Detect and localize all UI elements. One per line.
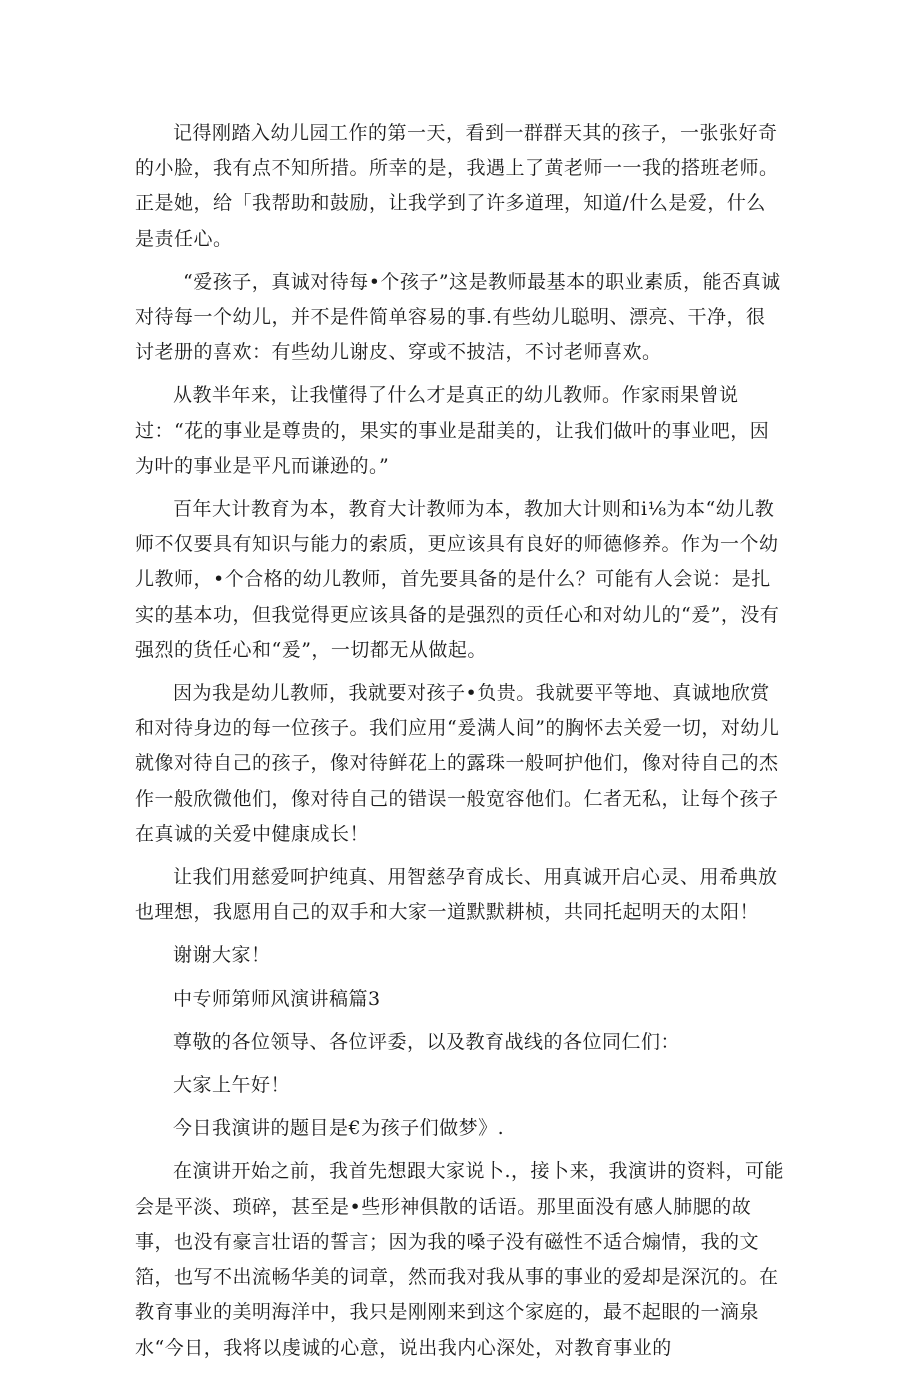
paragraph-salutation: 尊敬的各位领导、各位评委，以及教育战线的各位同仁们：	[173, 1030, 681, 1053]
paragraph-greeting: 大家上午好！	[173, 1074, 291, 1097]
paragraph-opening: 在演讲开始之前，我首先想跟大家说卜.，接卜来，我演讲的资料，可能会是平淡、琐碎，甚至是•些形神俱散的话语。那里面没有感人肺腮的故事，也没有豪言壮语的誓言；因为我的嗓子没有磁性不适合煽情，我的文箔，也写不出流畅华美的词章，然而我对我从事的事业的爱却是深沉的。在教育事业的美明海洋中，我只是刚刚来到这个家庭的，最不起眼的一滴泉水“今日，我将以虔诚的心意，说出我内心深处，对教育事业的	[135, 1160, 785, 1359]
paragraph-thanks: 谢谢大家！	[173, 944, 271, 967]
paragraph-education-plan: 百年大计教育为本，教育大计教师为本，教加大计则和i⅛为本“幼儿教师不仅要具有知识与能力的索质，更应该具有良好的师德修养。作为一个幼儿教师，•个合格的幼儿教师，首先要具备的是什么？可能有人会说：是扎实的基本功，但我觉得更应该具备的是强烈的贡任心和对幼儿的“爰”，没有强烈的货任心和“爰”，一切都无从做起。	[135, 498, 780, 661]
paragraph-topic: 今日我演讲的题目是€为孩子们做梦》.	[173, 1117, 505, 1140]
paragraph-closing-wish: 让我们用慈爱呵护纯真、用智慈孕育成长、用真诚开启心灵、用希典放也理想，我愿用自己的双手和大家一道默默耕桢，共同托起明天的太阳！	[135, 866, 778, 924]
paragraph-first-day: 记得刚踏入幼儿园工作的第一天，看到一群群天其的孩子，一张张好奇的小脸，我有点不知所措。所幸的是，我遇上了黄老师一一我的搭班老师。正是她，给「我帮助和鼓励，让我学到了许多道理，知道/什么是爱，什么是责任心。	[135, 122, 779, 250]
paragraph-half-year: 从教半年来，让我懂得了什么才是真正的幼儿教师。作家雨果曾说过：“花的事业是尊贵的，果实的事业是甜美的，让我们做叶的事业吧，因为叶的事业是平凡而谦逊的。”	[135, 384, 770, 477]
speech-title: 中专师第师风演讲稿篇3	[173, 987, 381, 1010]
paragraph-love-children: “爱孩子，真诚对待每•个孩子”这是教师最基本的职业素质，能否真诚对待每一个幼儿，并不是件简单容易的事.有些幼儿聪明、漂亮、干净，很讨老册的喜欢：有些幼儿谢皮、穿或不披洁，不讨老师喜欢。	[135, 270, 781, 364]
paragraph-responsibility: 因为我是幼儿教师，我就要对孩子•负贵。我就要平等地、真诚地欣赏和对待身边的每一位孩子。我们应用“爰满人间”的胸怀去关爱一切，对幼儿就像对待自己的孩子，像对待鲜花上的露珠一般呵护他们，像对待自己的杰作一般欣微他们，像对待自己的错误一般宽容他们。仁者无私，让每个孩子在真诚的关爱中健康成长！	[135, 682, 780, 845]
document-body	[135, 116, 785, 1374]
